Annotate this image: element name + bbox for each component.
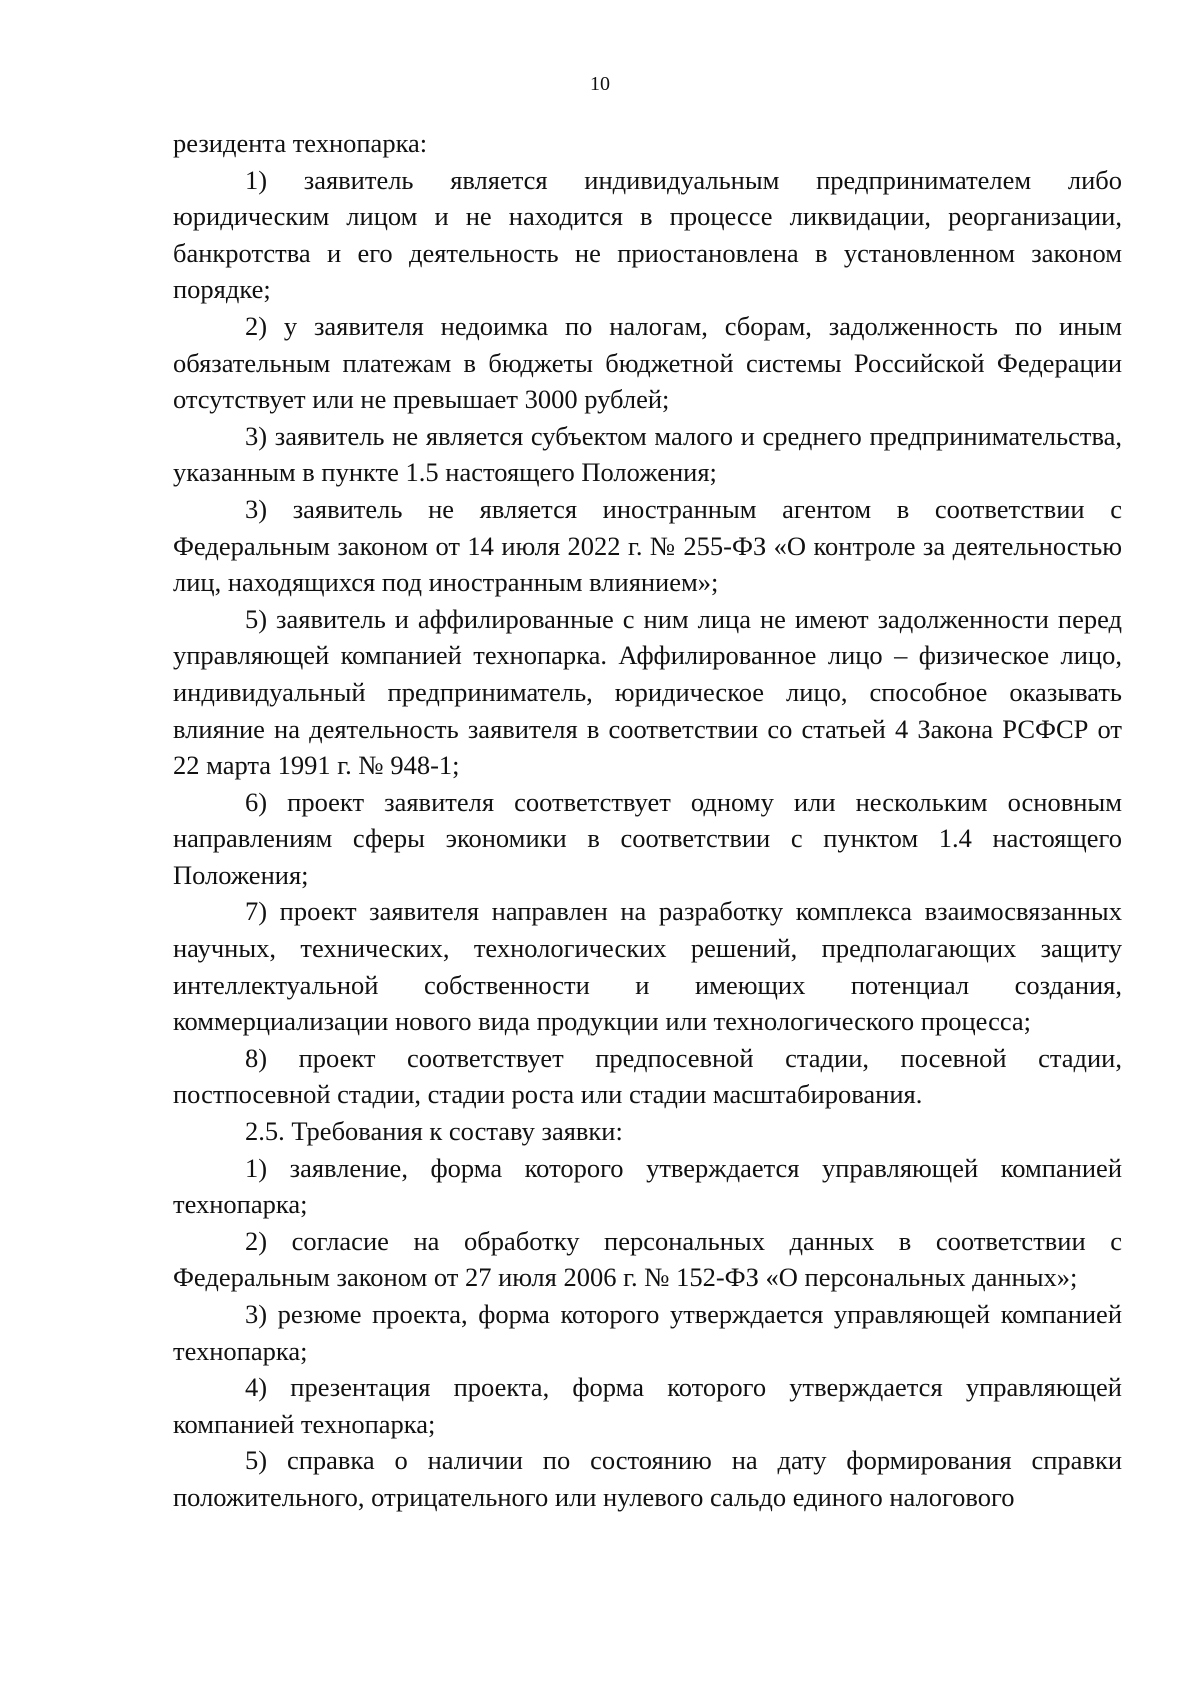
paragraph-requirement-1: 1) заявление, форма которого утверждается управляющей компанией технопарка; bbox=[173, 1152, 1122, 1220]
document-body bbox=[173, 125, 1122, 1516]
paragraph-criterion-7: 7) проект заявителя направлен на разработку комплекса взаимосвязанных научных, технических, технологических решений, предполагающих защиту интеллектуальной собственности и имеющих потенциал создания, коммерциализации нового вида продукции или технологического процесса; bbox=[173, 896, 1122, 1037]
paragraph-criterion-3-sme: 3) заявитель не является субъектом малого и среднего предпринимательства, указанным в пункте 1.5 настоящего Положения; bbox=[173, 420, 1122, 488]
paragraph-criterion-6: 6) проект заявителя соответствует одному или нескольким основным направлениям сферы экономики в соответствии с пунктом 1.4 настоящего Положения; bbox=[173, 786, 1122, 890]
paragraph-criterion-8: 8) проект соответствует предпосевной стадии, посевной стадии, постпосевной стадии, стадии роста или стадии масштабирования. bbox=[173, 1042, 1122, 1110]
paragraph-criterion-1: 1) заявитель является индивидуальным предпринимателем либо юридическим лицом и не находится в процессе ликвидации, реорганизации, банкротства и его деятельность не приостановлена в установленном законом порядке; bbox=[173, 164, 1122, 305]
paragraph-criterion-2: 2) у заявителя недоимка по налогам, сборам, задолженность по иным обязательным платежам в бюджеты бюджетной системы Российской Федерации отсутствует или не превышает 3000 рублей; bbox=[173, 310, 1122, 415]
paragraph-criterion-3-foreign-agent: 3) заявитель не является иностранным агентом в соответствии с Федеральным законом от 14 июля 2022 г. № 255-ФЗ «О контроле за деятельностью лиц, находящихся под иностранным влиянием»; bbox=[173, 493, 1122, 598]
paragraph-requirement-2: 2) согласие на обработку персональных данных в соответствии с Федеральным законом от 27 июля 2006 г. № 152-ФЗ «О персональных данных»; bbox=[173, 1225, 1122, 1293]
paragraph-criterion-5: 5) заявитель и аффилированные с ним лица не имеют задолженности перед управляющей компанией технопарка. Аффилированное лицо – физическое лицо, индивидуальный предприниматель, юридическое лицо, способное оказывать влияние на деятельность заявителя в соответствии со статьей 4 Закона РСФСР от 22 марта 1991 г. № 948-1; bbox=[173, 603, 1122, 781]
paragraph-continuation: резидента технопарка: bbox=[173, 128, 428, 158]
page-number: 10 bbox=[590, 73, 610, 95]
paragraph-requirement-3: 3) резюме проекта, форма которого утверждается управляющей компанией технопарка; bbox=[173, 1299, 1122, 1366]
paragraph-requirement-5: 5) справка о наличии по состоянию на дату формирования справки положительного, отрицательного или нулевого сальдо единого налогового bbox=[173, 1445, 1122, 1512]
section-heading-2-5: 2.5. Требования к составу заявки: bbox=[245, 1116, 623, 1147]
paragraph-requirement-4: 4) презентация проекта, форма которого утверждается управляющей компанией технопарка; bbox=[173, 1372, 1122, 1439]
